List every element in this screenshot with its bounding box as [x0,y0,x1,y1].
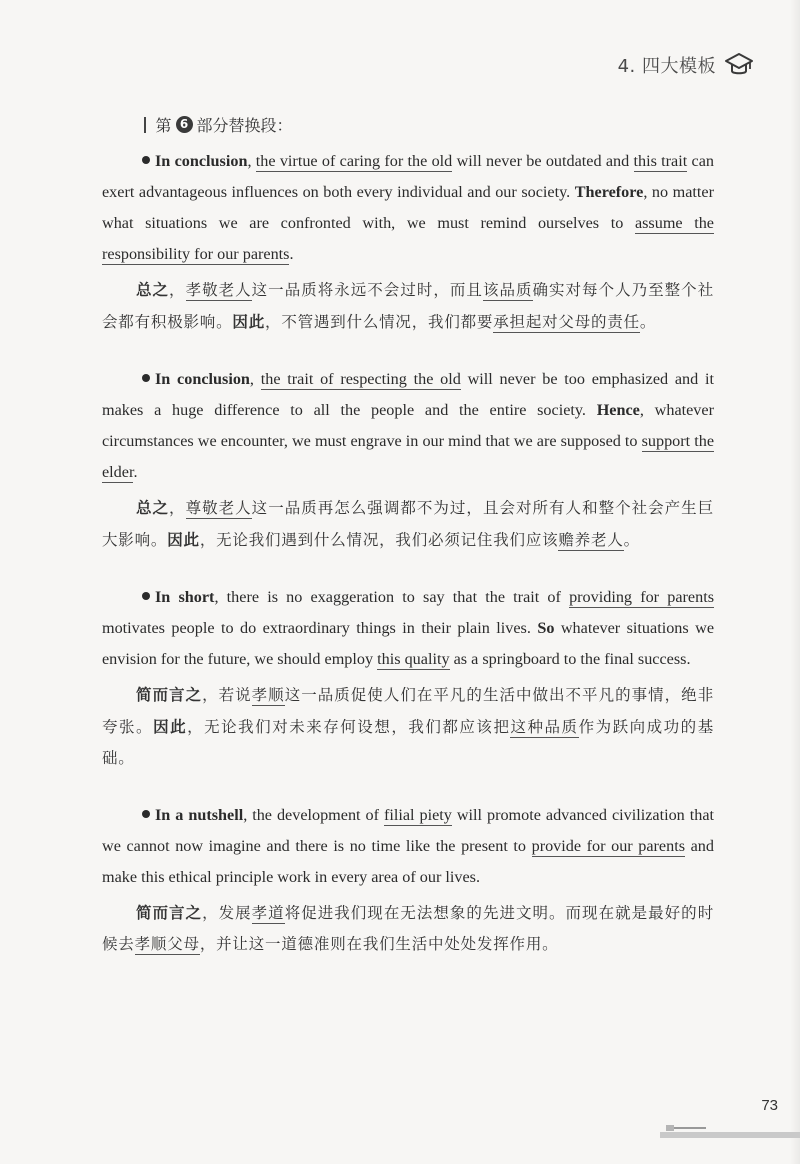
text-segment: 因此 [153,717,188,736]
text-segment: ，无论我们遇到什么情况，我们必须记住我们应该 [199,531,559,549]
page-content [102,113,714,986]
chinese-translation [102,492,714,556]
text-segment: 简而言之 [136,903,203,922]
text-segment: 作为跃向成功的基础。 [102,718,714,767]
page-number: 73 [761,1097,778,1114]
underlined-phrase: assume the responsibility for our parents [102,214,714,263]
text-segment: ， [169,499,186,517]
text-segment: ，并让这一道德准则在我们生活中处处发挥作用。 [199,935,559,953]
text-segment: , [249,370,261,388]
text-segment: 。 [623,531,640,549]
text-segment: ， [169,281,186,299]
text-segment: will never be outdated and [452,152,634,170]
page-edge-shadow [790,0,800,1164]
bullet-icon [142,374,150,382]
underlined-phrase: provide for our parents [531,837,686,855]
bullet-icon [142,810,150,818]
underlined-phrase: the virtue of caring for the old [255,152,453,170]
underlined-phrase: 孝顺父母 [134,935,200,953]
footer-line [674,1127,706,1129]
text-segment: , whatever circumstances we encounter, we must engrave in our mind that we are supposed to [102,401,714,450]
section-suffix: 部分替换段： [196,118,293,135]
text-segment: 。 [639,313,657,331]
underlined-phrase: 孝敬老人 [185,281,252,299]
section-prefix: 第 [155,118,172,135]
text-segment: 因此 [167,530,200,549]
paragraph-block [102,364,714,556]
text-segment: 这一品质将永远不会过时，而且 [251,281,483,299]
underlined-phrase: 该品质 [482,281,533,299]
graduation-cap-icon [724,50,754,80]
text-segment: In conclusion [155,152,248,170]
underlined-phrase: providing for parents [569,588,714,606]
text-segment: , no matter what situations we are confronted with, we must remind ourselves to [102,183,714,232]
chinese-translation [102,679,714,774]
footer-decoration [660,1125,800,1139]
english-paragraph [102,800,714,893]
text-segment: , [247,152,256,170]
bullet-icon [142,156,150,164]
english-paragraph [102,582,714,675]
bullet-icon [142,592,150,600]
paragraph-block [102,582,714,774]
text-segment: , the development of [243,806,384,824]
underlined-phrase: 尊敬老人 [185,499,252,517]
text-segment: . [289,245,294,263]
running-header [618,50,754,80]
underlined-phrase: 孝道 [251,904,285,922]
text-segment: Hence [596,401,640,419]
text-segment: as a springboard to the final success. [449,650,691,668]
chinese-translation [102,274,714,338]
text-segment: So [537,619,555,637]
underlined-phrase: 承担起对父母的责任 [493,313,640,331]
text-segment: ，发展 [202,904,252,922]
paragraph-block [102,800,714,960]
text-segment: whatever situations we envision for the future, we should employ [102,619,715,668]
text-segment: 这一品质再怎么强调都不为过，且会对所有人和整个社会产生巨大影响。 [102,499,715,549]
text-segment: motivates people to do extraordinary things in their plain lives. [102,619,538,637]
text-segment: 总之 [136,498,170,517]
text-segment: In conclusion [155,370,250,388]
text-segment: . [133,463,138,481]
section-number-badge: 6 [176,116,193,133]
underlined-phrase: filial piety [383,806,452,824]
text-segment: In a nutshell [155,806,244,824]
text-segment: will never be too emphasized and it makes a huge difference to all the people and the entire society. [102,370,714,419]
text-segment: can exert advantageous influences on both every individual and our society. [102,152,714,201]
text-segment: In short [155,588,215,606]
text-segment: 这一品质促使人们在平凡的生活中做出不平凡的事情，绝非夸张。 [102,686,714,736]
underlined-phrase: this trait [633,152,688,170]
text-segment: ，若说 [202,686,252,704]
underlined-phrase: the trait of respecting the old [260,370,461,388]
text-segment: , there is no exaggeration to say that the trait of [214,588,570,606]
underlined-phrase: this quality [377,650,450,668]
text-segment: and make this ethical principle work in every area of our lives. [102,837,714,886]
text-segment: will promote advanced civilization that we cannot now imagine and there is no time like the present to [102,806,715,855]
underlined-phrase: 孝顺 [251,686,285,704]
text-segment: 确实对每个人乃至整个社会都有积极影响。 [102,281,714,331]
text-segment: 简而言之 [136,685,203,704]
underlined-phrase: support the elder [102,432,715,481]
paragraph-block [102,146,714,338]
underlined-phrase: 赡养老人 [558,531,624,549]
text-segment: 因此 [232,312,266,331]
text-segment: Therefore [574,183,644,201]
english-paragraph [102,364,714,488]
footer-band [660,1132,800,1138]
text-segment: ，无论我们对未来存何设想，我们都应该把 [187,718,511,736]
chinese-translation [102,897,714,960]
chapter-title: 4. 四大模板 [617,56,716,77]
text-segment: 将促进我们现在无法想象的先进文明。而现在就是最好的时候去 [102,904,714,953]
footer-square [666,1125,674,1131]
underlined-phrase: 这种品质 [510,718,579,736]
section-heading [144,113,714,136]
heading-bar [144,117,146,133]
english-paragraph [102,146,714,270]
text-segment: 总之 [136,280,170,299]
text-segment: ，不管遇到什么情况，我们都要 [265,313,494,331]
